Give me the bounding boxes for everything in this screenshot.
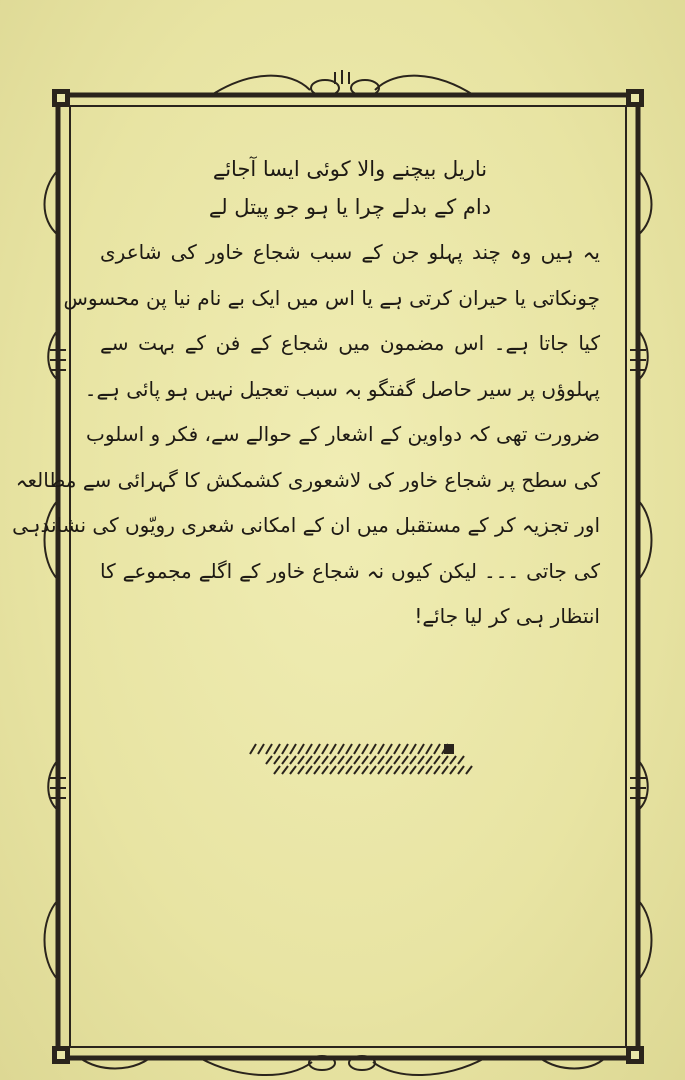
paragraph-line-2: چونکاتی یا حیران کرتی ہے یا اس میں ایک بے نام نیا پن محسوس [63, 285, 600, 310]
paragraph-line-7: اور تجزیہ کر کے مستقبل میں ان کے امکانی شعری رویّوں کی نشاندہی [12, 513, 600, 537]
paragraph [12, 230, 600, 640]
paragraph-line-4: پہلوؤں پر سیر حاصل گفتگو بہ سبب تعجیل نہیں ہو پائی ہے۔ [84, 376, 600, 401]
paragraph-line-6: کی سطح پر شجاع خاور کی لاشعوری کشمکش کا گہرائی سے مطالعہ [15, 467, 600, 492]
paragraph-line-5: ضرورت تھی کہ دواوین کے اشعار کے حوالے سے، فکر و اسلوب [86, 422, 600, 446]
paragraph-line-1: یہ ہیں وہ چند پہلو جن کے سبب شجاع خاور کی شاعری [100, 240, 600, 264]
couplet-line-2: دام کے بدلے چرا یا ہو جو پیتل لے [208, 195, 492, 219]
paragraph-line-3: کیا جاتا ہے۔ اس مضمون میں شجاع کے فن کے بہت سے [100, 331, 600, 355]
couplet-line-1: ناریل بیچنے والا کوئی ایسا آجائے [212, 157, 488, 181]
paragraph-line-8: کی جاتی ۔۔۔ لیکن کیوں نہ شجاع خاور کے اگلے مجموعے کا [100, 558, 600, 583]
article-text [12, 150, 600, 640]
poem-couplet [100, 150, 600, 226]
hatched-divider [248, 742, 480, 778]
paragraph-line-9: انتظار ہی کر لیا جائے! [414, 604, 600, 628]
